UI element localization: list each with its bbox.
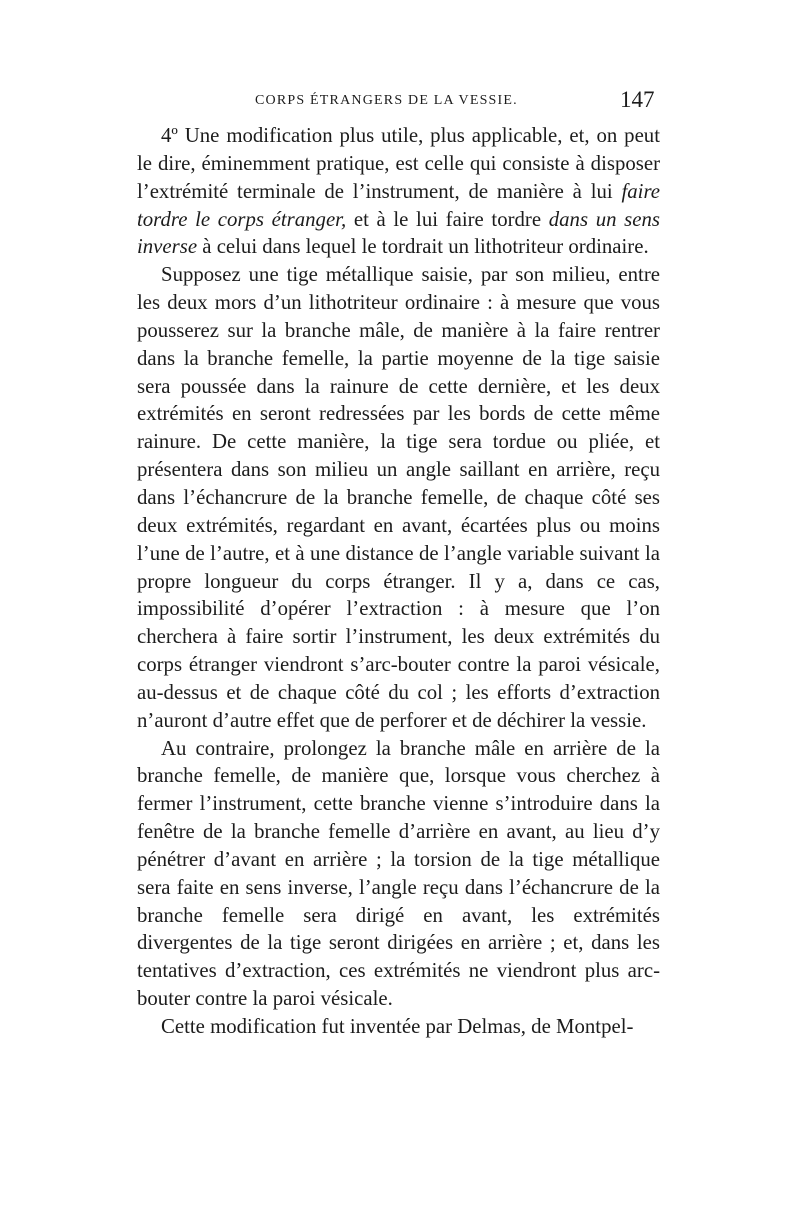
paragraph-1-part-e: à celui dans lequel le tordrait un lithotriteur ordinaire. — [197, 235, 649, 259]
paragraph-1-italic-phrase-2: dans un sens inverse — [137, 207, 660, 259]
running-head: CORPS ÉTRANGERS DE LA VESSIE. — [255, 93, 518, 108]
page-number: 147 — [620, 87, 655, 112]
paragraph-1 — [137, 122, 660, 261]
paragraph-1-part-a: 4º Une modification plus utile, plus applicable, et, on peut le dire, éminemment pratique, est celle qui consiste à disposer l’extrémité terminale de l’instrument, de manière à lui — [137, 124, 660, 203]
paragraph-3: Au contraire, prolongez la branche mâle en arrière de la branche femelle, de manière que, lorsque vous cherchez à fermer l’instrument, cette branche vienne s’introduire dans la fenêtre de la branche femelle d’arrière en avant, au lieu d’y pénétrer d’avant en arrière ; la torsion de la tige métallique sera faite en sens inverse, l’angle reçu dans l’échancrure de la branche femelle sera dirigé en avant, les extrémités divergentes de la tige seront dirigées en arrière ; et, dans les tentatives d’extraction, ces extrémités ne viendront plus arc-bouter contre la paroi vésicale. — [137, 736, 660, 1011]
paragraph-4: Cette modification fut inventée par Delmas, de Montpel- — [161, 1015, 634, 1038]
body-text — [137, 122, 660, 1041]
paragraph-2: Supposez une tige métallique saisie, par son milieu, entre les deux mors d’un lithotriteur ordinaire : à mesure que vous pousserez sur la branche mâle, de manière à la faire rentrer dans la branche femelle, la partie moyenne de la tige saisie sera poussée dans la rainure de cette dernière, et les deux extrémités en seront redressées par les bords de cette même rainure. De cette manière, la tige sera tordue ou pliée, et présentera dans son milieu un angle saillant en arrière, reçu dans l’échancrure de la branche femelle, de chaque côté ses deux extrémités, regardant en avant, écartées plus ou moins l’une de l’autre, et à une distance de l’angle variable suivant la propre longueur du corps étranger. Il y a, dans ce cas, impossibilité d’opérer l’extraction : à mesure que l’on cherchera à faire sortir l’instrument, les deux extrémités du corps étranger viendront s’arc-bouter contre la paroi vésicale, au-dessus et de chaque côté du col ; les efforts d’extraction n’auront d’autre effet que de perforer et de déchirer la vessie. — [137, 263, 660, 732]
paragraph-1-italic-phrase-1: faire tordre le corps étranger, — [137, 179, 660, 231]
paragraph-1-part-c: et à le lui faire tordre — [346, 207, 549, 231]
